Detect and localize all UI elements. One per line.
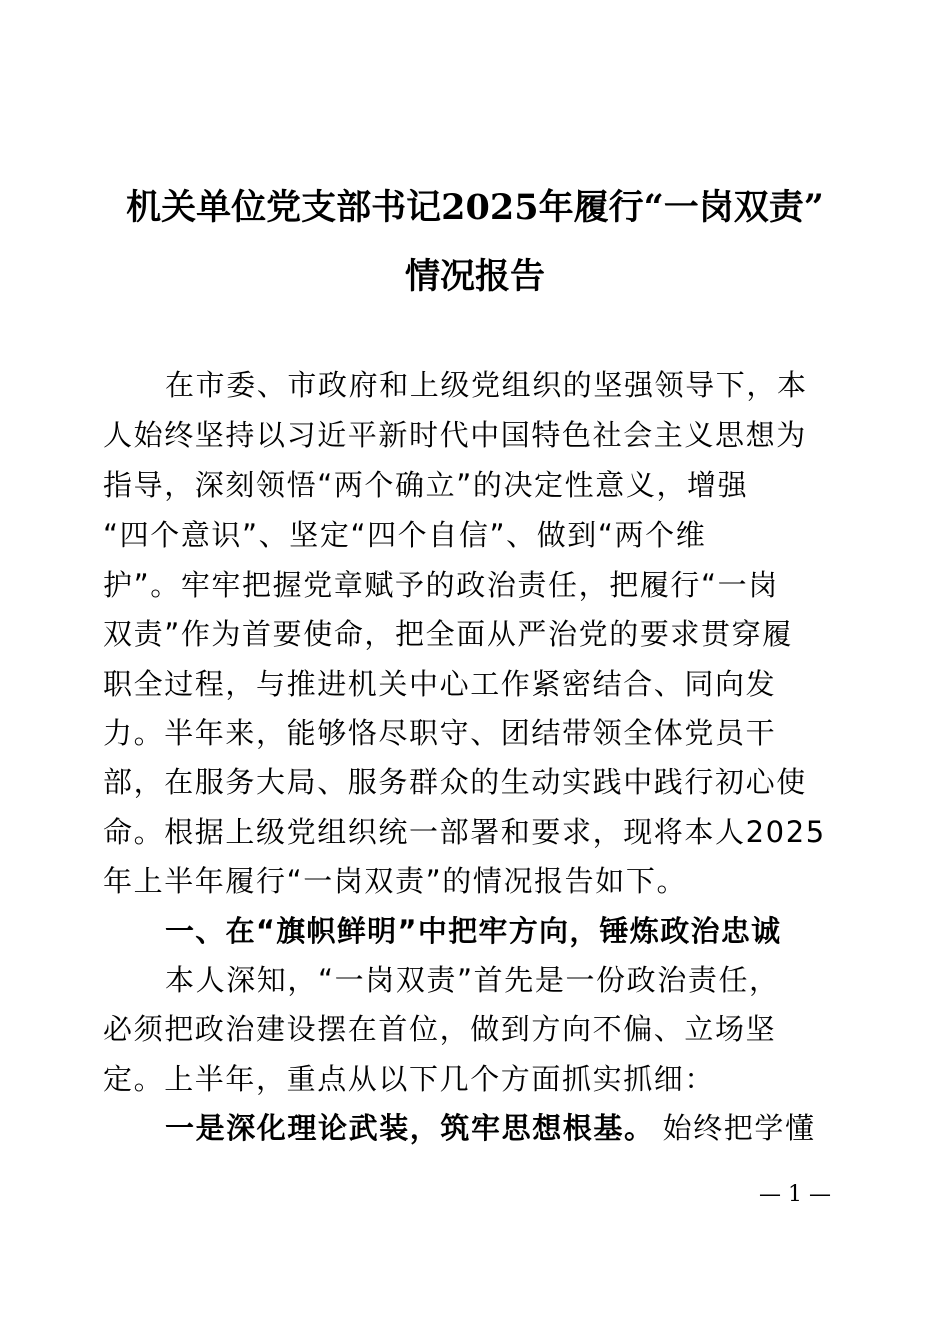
item-1-text: 始终把学懂 bbox=[662, 1111, 816, 1145]
paragraph-2-line-2: 必须把政治建设摆在首位，做到方向不偏、立场坚 bbox=[103, 1012, 777, 1046]
paragraph-1-line-7: 职全过程，与推进机关中心工作紧密结合、同向发 bbox=[103, 667, 777, 701]
document-title-line-2: 情况报告 bbox=[404, 256, 545, 297]
paragraph-1-line-4: “四个意识”、坚定“四个自信”、做到“两个维 bbox=[103, 518, 707, 552]
paragraph-1-line-11: 年上半年履行“一岗双责”的情况报告如下。 bbox=[103, 864, 688, 898]
paragraph-1-line-10: 命。根据上级党组织统一部署和要求，现将本人2025 bbox=[103, 815, 826, 849]
paragraph-2-line-1: 本人深知，“一岗双责”首先是一份政治责任， bbox=[165, 963, 780, 997]
document-title-line-1: 机关单位党支部书记2025年履行“一岗双责” bbox=[126, 187, 824, 228]
item-1-lead: 一是深化理论武装，筑牢思想根基。 bbox=[165, 1111, 655, 1145]
paragraph-1-line-2: 人始终坚持以习近平新时代中国特色社会主义思想为 bbox=[103, 418, 807, 452]
paragraph-1-line-9: 部，在服务大局、服务群众的生动实践中践行初心使 bbox=[103, 765, 807, 799]
item-1-line bbox=[165, 1108, 848, 1148]
paragraph-1-line-5: 护”。牢牢把握党章赋予的政治责任，把履行“一岗 bbox=[103, 568, 779, 602]
paragraph-1-line-8: 力。半年来，能够恪尽职守、团结带领全体党员干 bbox=[103, 716, 777, 750]
paragraph-2-line-3: 定。上半年，重点从以下几个方面抓实抓细： bbox=[103, 1062, 716, 1096]
section-1-heading: 一、在“旗帜鲜明”中把牢方向，锤炼政治忠诚 bbox=[165, 914, 782, 948]
paragraph-1-line-6: 双责”作为首要使命，把全面从严治党的要求贯穿履 bbox=[103, 617, 793, 651]
paragraph-1-line-1: 在市委、市政府和上级党组织的坚强领导下，本 bbox=[165, 368, 808, 402]
page-number: — 1 — bbox=[759, 1182, 831, 1207]
paragraph-1-line-3: 指导，深刻领悟“两个确立”的决定性意义，增强 bbox=[103, 468, 749, 502]
